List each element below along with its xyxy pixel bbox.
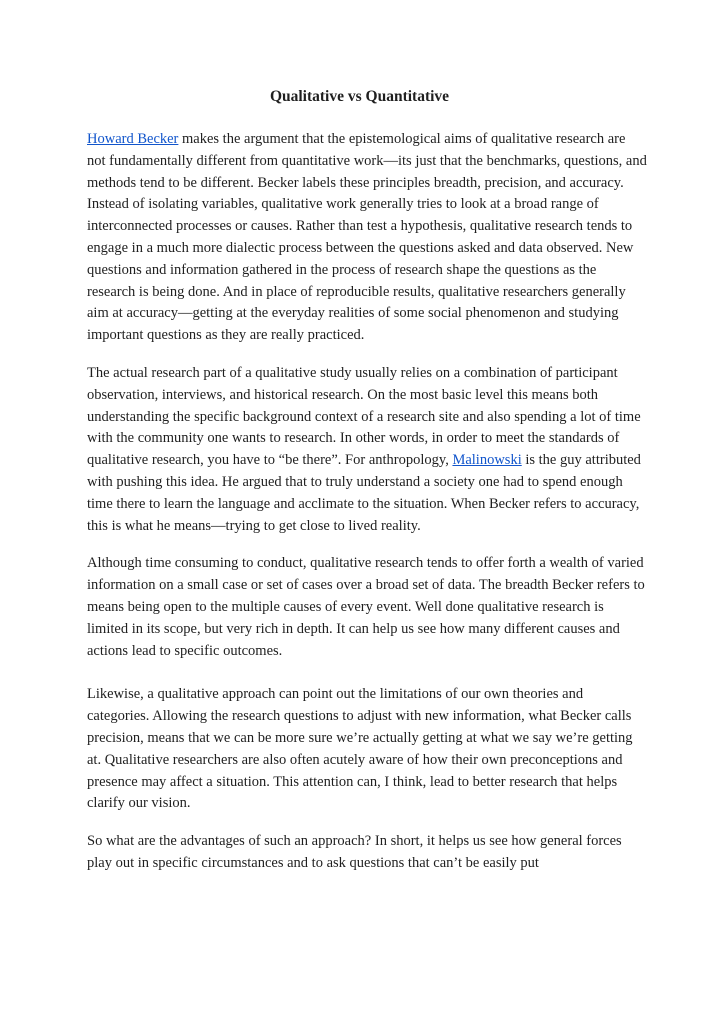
document-body [87,129,647,891]
document-title: Qualitative vs Quantitative [269,88,450,105]
paragraph-5: So what are the advantages of such an approach? In short, it helps us see how general forces play out in specific circumstances and to ask questions that can’t be easily put [87,833,622,871]
howard-becker-link[interactable]: Howard Becker [87,131,179,147]
malinowski-link[interactable]: Malinowski [452,452,522,469]
paragraph-2-text-after: is the guy attributed with pushing this idea. He argued that to truly understand a society one had to spend enough time there to learn the language and acclimate to the situation. When Becker refers to accuracy, this is what he means—trying to get close to lived reality. [87,452,641,534]
paragraph-1-text: makes the argument that the epistemological aims of qualitative research are not fundamentally different from quantitative work—its just that the benchmarks, questions, and methods tend to be different. Becker labels these principles breadth, precision, and accuracy. Instead of isolating variables, qualitative work generally tries to look at a broad range of interconnected processes or causes. Rather than test a hypothesis, qualitative research tends to engage in a much more dialectic process between the questions asked and data observed. New questions and information gathered in the process of research shape the questions as the research is being done. And in place of reproducible results, qualitative researchers generally aim at accuracy—getting at the everyday realities of some social phenomenon and studying important questions as they are really practiced. [87,131,647,344]
paragraph-4: Likewise, a qualitative approach can point out the limitations of our own theories and categories. Allowing the research questions to adjust with new information, what Becker calls precision, means that we can be more sure we’re actually getting at what we say we’re getting at. Qualitative researchers are also often acutely aware of how their own preconceptions and presence may affect a situation. This attention can, I think, lead to better research that helps clarify our vision. [87,686,633,812]
paragraph-2 [87,363,647,537]
paragraph-1 [87,129,647,347]
paragraph-3: Although time consuming to conduct, qualitative research tends to offer forth a wealth of varied information on a small case or set of cases over a broad set of data. The breadth Becker refers to means being open to the multiple causes of every event. Well done qualitative research is limited in its scope, but very rich in depth. It can help us see how many different causes and actions lead to specific outcomes. [87,555,645,659]
paragraph-2-text-before: The actual research part of a qualitative study usually relies on a combination of participant observation, interviews, and historical research. On the most basic level this means both understanding the specific background context of a research site and also spending a lot of time with the community one wants to research. In other words, in order to meet the standards of qualitative research, you have to “be there”. For anthropology, [87,364,641,469]
